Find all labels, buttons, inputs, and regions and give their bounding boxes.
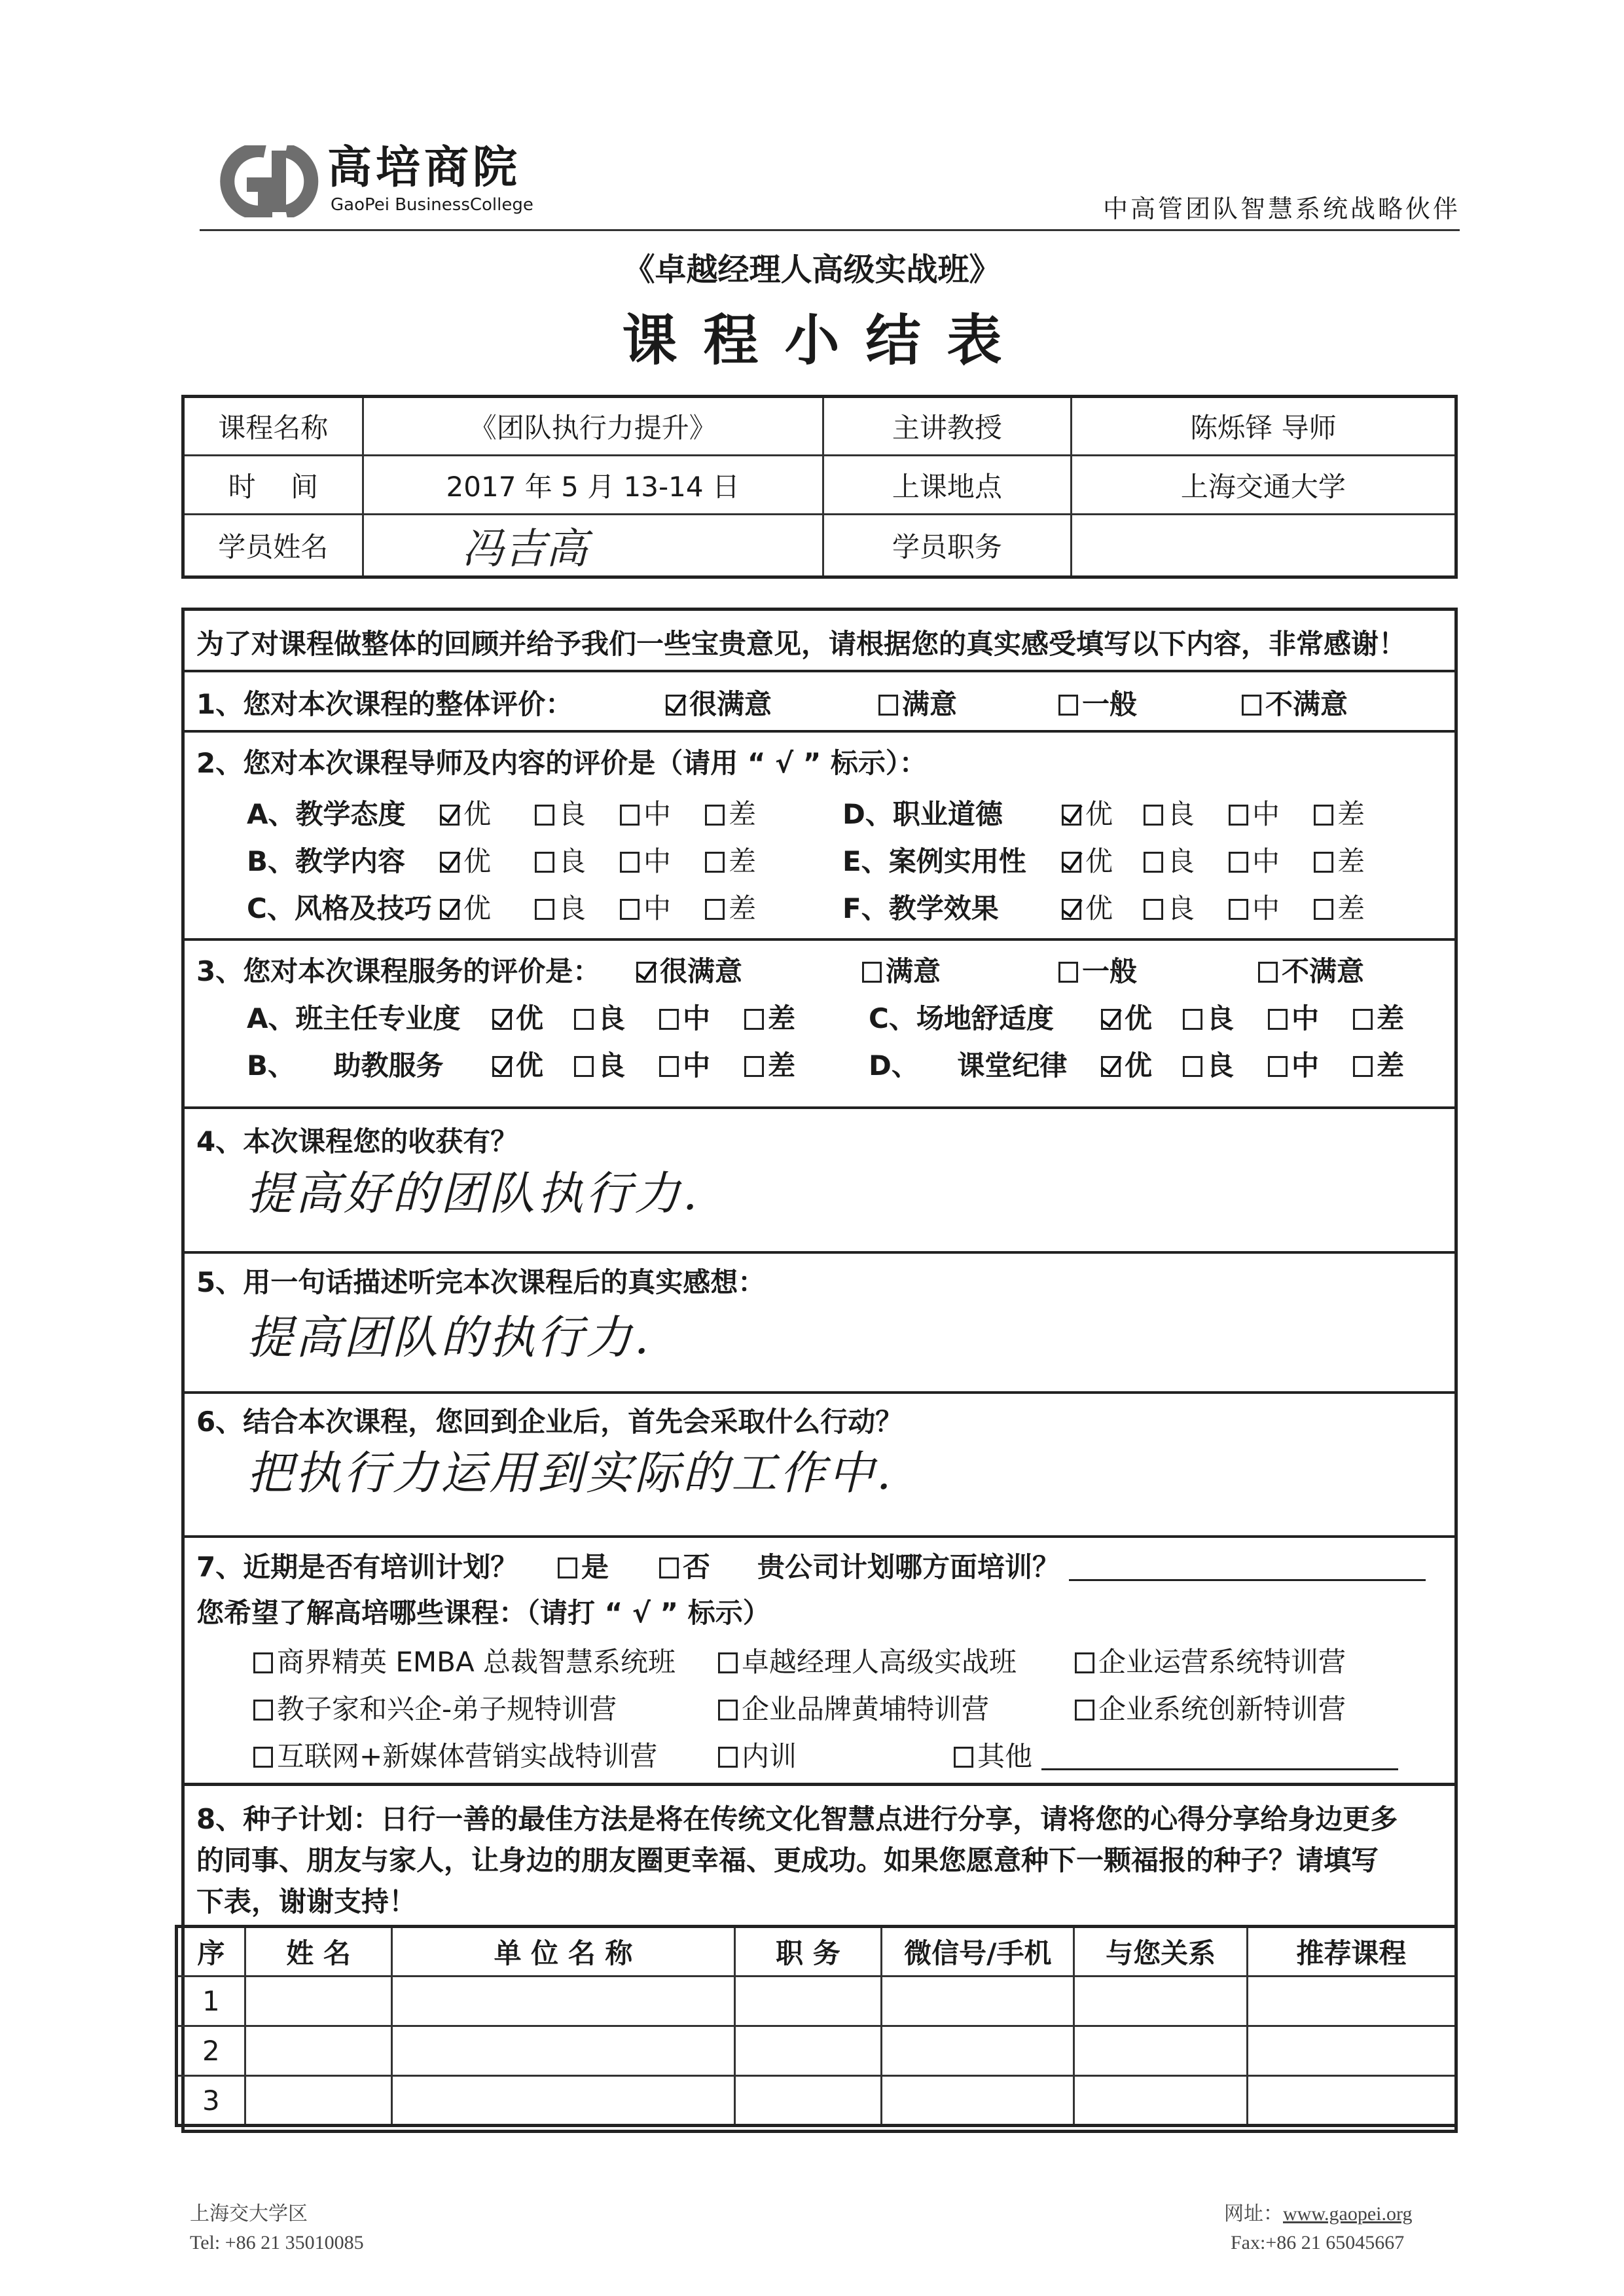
q3-grade-option[interactable]: 良 [1183,1005,1234,1032]
q1-label: 1、您对本次课程的整体评价： [196,688,573,720]
place-label: 上课地点 [823,456,1071,515]
q3-grade-option[interactable]: 优 [1101,1052,1152,1080]
time-value[interactable]: 2017 年 5 月 13-14 日 [363,456,823,515]
table-input-cell[interactable] [392,2076,735,2126]
q3-grade-option[interactable]: 差 [1353,1052,1404,1080]
q3-grade-option[interactable]: 中 [659,1005,710,1032]
checkbox[interactable] [878,695,898,716]
checkbox-checked[interactable] [492,1009,512,1030]
row-number: 1 [177,1977,245,2026]
checkbox[interactable] [1144,899,1163,920]
q3-item-label: D、 课堂纪律 [869,1049,1068,1082]
table-input-cell[interactable] [734,2026,881,2076]
q5-label: 5、用一句话描述听完本次课程后的真实感想： [196,1266,766,1298]
student-signature: 冯吉高 [461,525,588,574]
checkbox-checked[interactable] [1101,1056,1121,1077]
row-number: 2 [177,2026,245,2076]
footer-campus: 上海交大学区 [190,2203,308,2225]
checkbox[interactable] [1268,1009,1288,1030]
q2-item-label: C、风格及技巧 [247,892,432,924]
checkbox[interactable] [1314,852,1333,873]
checkbox-checked[interactable] [666,695,685,716]
table-input-cell[interactable] [1247,1977,1456,2026]
checkbox[interactable] [1075,1700,1094,1721]
checkbox[interactable] [1229,899,1248,920]
q2-grade-option[interactable]: 差 [1314,801,1365,828]
footer-left [190,2200,364,2257]
q2-grade-option[interactable]: 差 [705,895,756,922]
q7-course-option[interactable]: 其他 [954,1743,1398,1770]
student-name-label: 学员姓名 [183,515,363,577]
q5-handwritten-answer[interactable]: 提高团队的执行力. [247,1311,652,1364]
q8-text-line-1: 8、种子计划：日行一善的最佳方法是将在传统文化智慧点进行分享，请将您的心得分享给身边更多 [196,1803,1398,1835]
checkbox-checked[interactable] [1062,899,1081,920]
table-row [177,1977,1456,2026]
table-header-cell: 职 务 [734,1927,881,1977]
footer-website: 网址：www.gaopei.org [1224,2203,1413,2225]
table-header-cell: 序 [177,1927,245,1977]
checkbox[interactable] [718,1652,738,1673]
checkbox[interactable] [1242,695,1261,716]
gaopei-logo-icon [206,145,324,217]
q3-item-label: A、班主任专业度 [247,1002,461,1034]
checkbox[interactable] [558,1558,577,1578]
q3-item-label: C、场地舒适度 [869,1002,1054,1034]
q2-grade-option[interactable]: 良 [1144,895,1195,922]
course-subtitle: 《卓越经理人高级实战班》 [623,251,1001,288]
table-input-cell[interactable] [882,2076,1074,2126]
position-label: 学员职务 [823,515,1071,577]
position-value[interactable] [1071,515,1456,577]
divider [185,1106,1454,1109]
q2-item-label: F、教学效果 [842,892,999,924]
q2-item-label: D、职业道德 [842,798,1003,830]
course-name-value[interactable]: 《团队执行力提升》 [363,397,823,456]
q7-course-option[interactable]: 互联网+新媒体营销实战特训营 [253,1743,657,1770]
q2-grade-option[interactable]: 中 [1229,848,1280,875]
q2-grade-option[interactable]: 中 [620,895,671,922]
footer-tel: Tel: +86 21 35010085 [190,2231,364,2253]
checkbox[interactable] [535,852,554,873]
checkbox[interactable] [705,852,725,873]
q7-label: 7、近期是否有培训计划？ [196,1551,518,1583]
q3-grade-option[interactable]: 良 [574,1005,625,1032]
website-link[interactable]: www.gaopei.org [1283,2203,1413,2225]
q2-grade-option[interactable]: 良 [1144,801,1195,828]
table-input-cell[interactable] [882,2026,1074,2076]
checkbox[interactable] [1183,1056,1202,1077]
header-divider [200,229,1460,231]
q2-grade-option[interactable]: 中 [620,848,671,875]
q2-grade-option[interactable]: 优 [1062,895,1113,922]
table-header-cell: 姓 名 [245,1927,391,1977]
q2-item-label: A、教学态度 [247,798,406,830]
course-info-table [181,395,1458,579]
divider [185,1251,1454,1254]
q7-option-yes[interactable]: 是 [558,1554,609,1581]
checkbox[interactable] [1314,805,1333,826]
divider [185,730,1454,733]
checkbox[interactable] [744,1056,764,1077]
checkbox[interactable] [705,805,725,826]
divider [185,1535,1454,1538]
q2-item-label: E、案例实用性 [842,845,1026,877]
checkbox[interactable] [718,1700,738,1721]
table-header-cell: 推荐课程 [1247,1927,1456,1977]
divider [185,670,1454,672]
checkbox[interactable] [1353,1056,1373,1077]
table-input-cell[interactable] [1074,1977,1247,2026]
q3-option-unsatisfied[interactable]: 不满意 [1258,958,1364,985]
q2-label: 2、您对本次课程导师及内容的评价是（请用 “ √ ” 标示）： [196,747,927,779]
checkbox-checked[interactable] [1101,1009,1121,1030]
q2-grade-option[interactable]: 优 [440,848,491,875]
student-name-value[interactable] [363,515,823,577]
q1-option-average[interactable]: 一般 [1058,691,1137,718]
q6-handwritten-answer[interactable]: 把执行力运用到实际的工作中. [247,1446,894,1500]
checkbox-checked[interactable] [440,805,460,826]
checkbox[interactable] [659,1056,679,1077]
q7-sub-label: 您希望了解高培哪些课程：（请打 “ √ ” 标示） [196,1597,770,1629]
checkbox[interactable] [574,1009,594,1030]
table-input-cell[interactable] [245,2026,391,2076]
q1-option-unsatisfied[interactable]: 不满意 [1242,691,1348,718]
q7-course-option[interactable]: 企业品牌黄埔特训营 [718,1696,989,1723]
checkbox[interactable] [1229,852,1248,873]
q2-grade-option[interactable]: 良 [535,801,586,828]
tagline: 中高管团队智慧系统战略伙伴 [1102,194,1460,223]
checkbox[interactable] [862,962,882,983]
q3-grade-option[interactable]: 良 [1183,1052,1234,1080]
other-course-input[interactable] [1041,1744,1398,1770]
time-label: 时 间 [183,456,363,515]
q3-option-very-satisfied[interactable]: 很满意 [636,958,742,985]
q8-text-line-3: 下表，谢谢支持！ [196,1886,417,1918]
q1-option-satisfied[interactable]: 满意 [878,691,957,718]
checkbox[interactable] [744,1009,764,1030]
checkbox[interactable] [1268,1056,1288,1077]
q3-grade-option[interactable]: 优 [492,1052,543,1080]
q2-grade-option[interactable]: 中 [1229,895,1280,922]
checkbox[interactable] [574,1056,594,1077]
q1-option-very-satisfied[interactable]: 很满意 [666,691,772,718]
table-row [177,2026,1456,2076]
table-row [177,2076,1456,2126]
row-number: 3 [177,2076,245,2126]
q2-grade-option[interactable]: 中 [1229,801,1280,828]
q3-grade-option[interactable]: 差 [744,1052,795,1080]
footer-right [1224,2200,1412,2257]
checkbox[interactable] [535,899,554,920]
checkbox[interactable] [1144,805,1163,826]
q2-grade-option[interactable]: 良 [535,895,586,922]
table-input-cell[interactable] [1074,2076,1247,2126]
q3-label: 3、您对本次课程服务的评价是： [196,955,601,987]
checkbox-checked[interactable] [636,962,656,983]
table-input-cell[interactable] [1074,2026,1247,2076]
q2-grade-option[interactable]: 优 [1062,801,1113,828]
q3-grade-option[interactable]: 中 [1268,1005,1319,1032]
checkbox-checked[interactable] [1062,805,1081,826]
q2-grade-option[interactable]: 差 [705,848,756,875]
page-title: 课程小结表 [622,308,1028,373]
table-input-cell[interactable] [1247,2026,1456,2076]
checkbox[interactable] [620,805,640,826]
table-input-cell[interactable] [1247,2076,1456,2126]
professor-label: 主讲教授 [823,397,1071,456]
footer-fax: Fax:+86 21 65045667 [1231,2231,1405,2253]
checkbox[interactable] [1144,852,1163,873]
q7-which-training: 贵公司计划哪方面培训？ [757,1554,1426,1581]
q2-grade-option[interactable]: 差 [1314,848,1365,875]
q2-grade-option[interactable]: 优 [440,801,491,828]
q2-grade-option[interactable]: 良 [535,848,586,875]
checkbox[interactable] [620,852,640,873]
evaluation-frame [181,608,1458,1786]
q3-grade-option[interactable]: 中 [659,1052,710,1080]
q8-text-line-2: 的同事、朋友与家人，让身边的朋友圈更幸福、更成功。如果您愿意种下一颗福报的种子？请填写 [196,1844,1379,1876]
q7-which-input[interactable] [1069,1555,1426,1581]
q2-item-label: B、教学内容 [247,845,406,877]
table-header-cell: 微信号/手机 [882,1927,1074,1977]
divider [185,938,1454,941]
q2-grade-option[interactable]: 优 [1062,848,1113,875]
checkbox[interactable] [718,1747,738,1768]
q7-course-option[interactable]: 企业运营系统特训营 [1075,1649,1346,1676]
checkbox-checked[interactable] [440,899,460,920]
q6-label: 6、结合本次课程，您回到企业后，首先会采取什么行动？ [196,1406,903,1438]
table-input-cell[interactable] [392,2026,735,2076]
checkbox[interactable] [1183,1009,1202,1030]
q3-grade-option[interactable]: 差 [744,1005,795,1032]
table-input-cell[interactable] [734,2076,881,2126]
q3-grade-option[interactable]: 中 [1268,1052,1319,1080]
q3-option-satisfied[interactable]: 满意 [862,958,941,985]
checkbox[interactable] [1075,1652,1094,1673]
q7-course-option[interactable]: 企业系统创新特训营 [1075,1696,1346,1723]
checkbox[interactable] [954,1747,973,1768]
professor-value[interactable]: 陈烁铎 导师 [1071,397,1456,456]
q2-grade-option[interactable]: 差 [705,801,756,828]
checkbox[interactable] [253,1700,273,1721]
checkbox[interactable] [535,805,554,826]
checkbox[interactable] [659,1558,679,1578]
checkbox[interactable] [1353,1009,1373,1030]
checkbox[interactable] [1258,962,1278,983]
q2-grade-option[interactable]: 中 [620,801,671,828]
table-header-cell: 与您关系 [1074,1927,1247,1977]
checkbox[interactable] [620,899,640,920]
checkbox[interactable] [253,1652,273,1673]
table-input-cell[interactable] [882,1977,1074,2026]
table-input-cell[interactable] [392,1977,735,2026]
q7-course-option[interactable]: 卓越经理人高级实战班 [718,1649,1017,1676]
divider [185,1391,1454,1394]
logo-english-name: GaoPei BusinessCollege [331,195,533,215]
q3-item-label: B、 助教服务 [247,1049,444,1082]
q7-course-option[interactable]: 教子家和兴企-弟子规特训营 [253,1696,617,1723]
table-input-cell[interactable] [245,2076,391,2126]
q2-grade-option[interactable]: 优 [440,895,491,922]
checkbox[interactable] [1229,805,1248,826]
q3-grade-option[interactable]: 良 [574,1052,625,1080]
checkbox[interactable] [253,1747,273,1768]
q3-grade-option[interactable]: 优 [492,1005,543,1032]
checkbox[interactable] [1058,962,1078,983]
checkbox-checked[interactable] [492,1056,512,1077]
checkbox[interactable] [1314,899,1333,920]
q2-grade-option[interactable]: 良 [1144,848,1195,875]
checkbox[interactable] [705,899,725,920]
q4-handwritten-answer[interactable]: 提高好的团队执行力. [247,1167,700,1220]
q7-course-option[interactable]: 商界精英 EMBA 总裁智慧系统班 [253,1649,676,1676]
referral-table [175,1925,1458,2127]
logo-chinese-name: 高培商院 [327,141,522,194]
place-value[interactable]: 上海交通大学 [1071,456,1456,515]
q3-grade-option[interactable]: 差 [1353,1005,1404,1032]
checkbox[interactable] [659,1009,679,1030]
q7-option-no[interactable]: 否 [659,1554,710,1581]
table-header-cell: 单 位 名 称 [392,1927,735,1977]
checkbox-checked[interactable] [1062,852,1081,873]
q3-option-average[interactable]: 一般 [1058,958,1137,985]
checkbox-checked[interactable] [440,852,460,873]
intro-text: 为了对课程做整体的回顾并给予我们一些宝贵意见，请根据您的真实感受填写以下内容，非常感谢！ [196,628,1407,660]
q2-grade-option[interactable]: 差 [1314,895,1365,922]
q7-course-option[interactable]: 内训 [718,1743,797,1770]
course-name-label: 课程名称 [183,397,363,456]
checkbox[interactable] [1058,695,1078,716]
q4-label: 4、本次课程您的收获有？ [196,1125,518,1157]
table-input-cell[interactable] [734,1977,881,2026]
q3-grade-option[interactable]: 优 [1101,1005,1152,1032]
table-input-cell[interactable] [245,1977,391,2026]
